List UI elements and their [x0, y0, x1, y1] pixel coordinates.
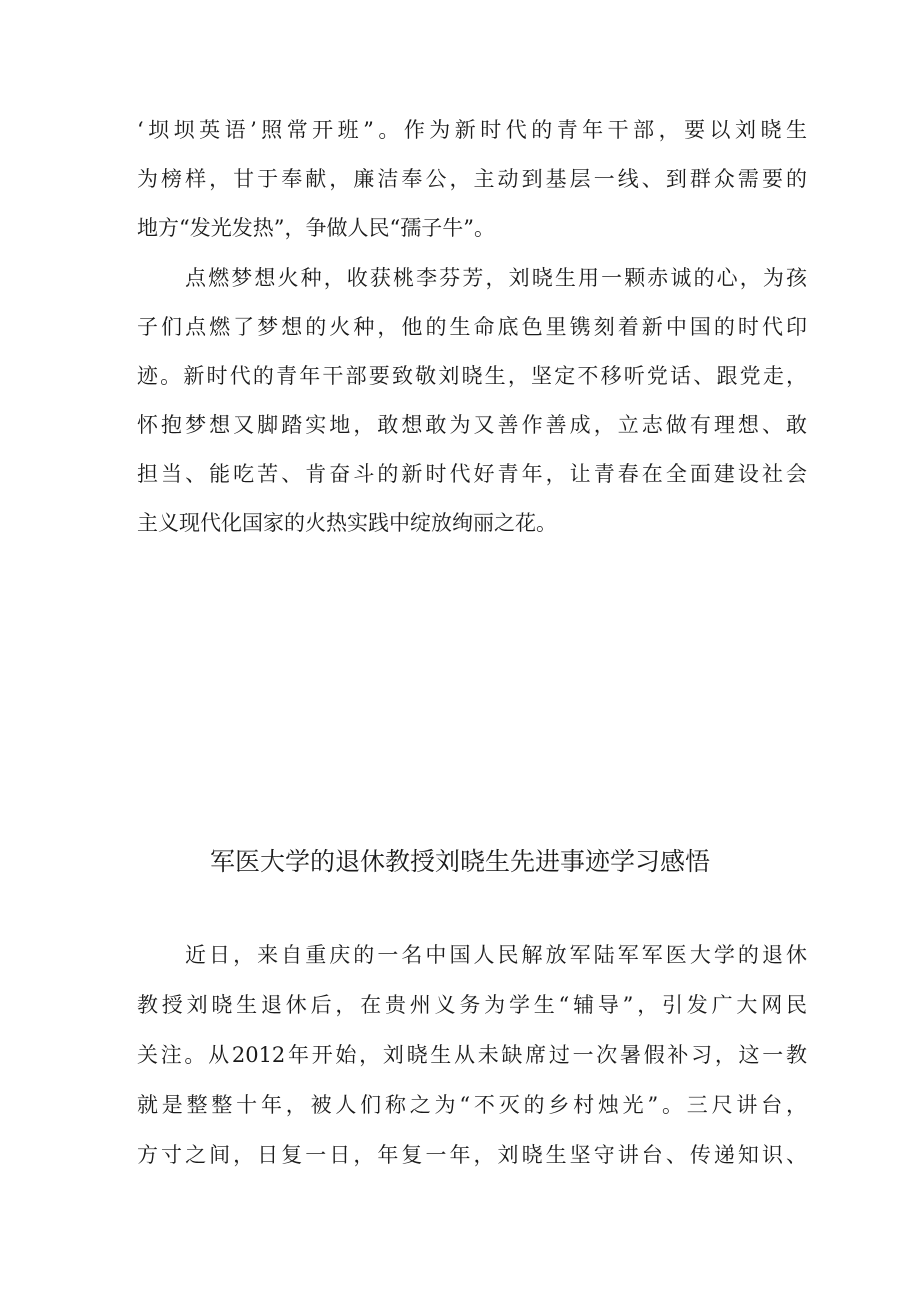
paragraph-line: 迹。新时代的青年干部要致敬刘晓生，坚定不移听党话、跟党走，	[137, 364, 807, 388]
paragraph-line: 近日，来自重庆的一名中国人民解放军陆军军医大学的退休	[185, 943, 807, 967]
paragraph-line: 主义现代化国家的火热实践中绽放绚丽之花。	[137, 511, 557, 535]
paragraph-line: 点燃梦想火种，收获桃李芬芳，刘晓生用一颗赤诚的心，为孩	[185, 266, 807, 290]
paragraph-line: 关注。从2012年开始，刘晓生从未缺席过一次暑假补习，这一教	[137, 1043, 807, 1067]
paragraph-line: 教授刘晓生退休后，在贵州义务为学生“辅导”，引发广大网民	[137, 993, 807, 1017]
paragraph-line: 为榜样，甘于奉献，廉洁奉公，主动到基层一线、到群众需要的	[137, 167, 807, 191]
paragraph-line: 就是整整十年，被人们称之为“不灭的乡村烛光”。三尺讲台，	[137, 1093, 807, 1117]
paragraph-line: 地方“发光发热”，争做人民“孺子牛”。	[137, 216, 495, 240]
paragraph-line: 方寸之间，日复一日，年复一年，刘晓生坚守讲台、传递知识、	[137, 1143, 807, 1167]
paragraph-line: ‘坝坝英语’照常开班”。作为新时代的青年干部，要以刘晓生	[137, 118, 807, 142]
paragraph-line: 怀抱梦想又脚踏实地，敢想敢为又善作善成，立志做有理想、敢	[137, 413, 807, 437]
paragraph-line: 子们点燃了梦想的火种，他的生命底色里镌刻着新中国的时代印	[137, 315, 807, 339]
paragraph-line: 担当、能吃苦、肯奋斗的新时代好青年，让青春在全面建设社会	[137, 462, 807, 486]
article-title: 军医大学的退休教授刘晓生先进事迹学习感悟	[209, 847, 710, 876]
